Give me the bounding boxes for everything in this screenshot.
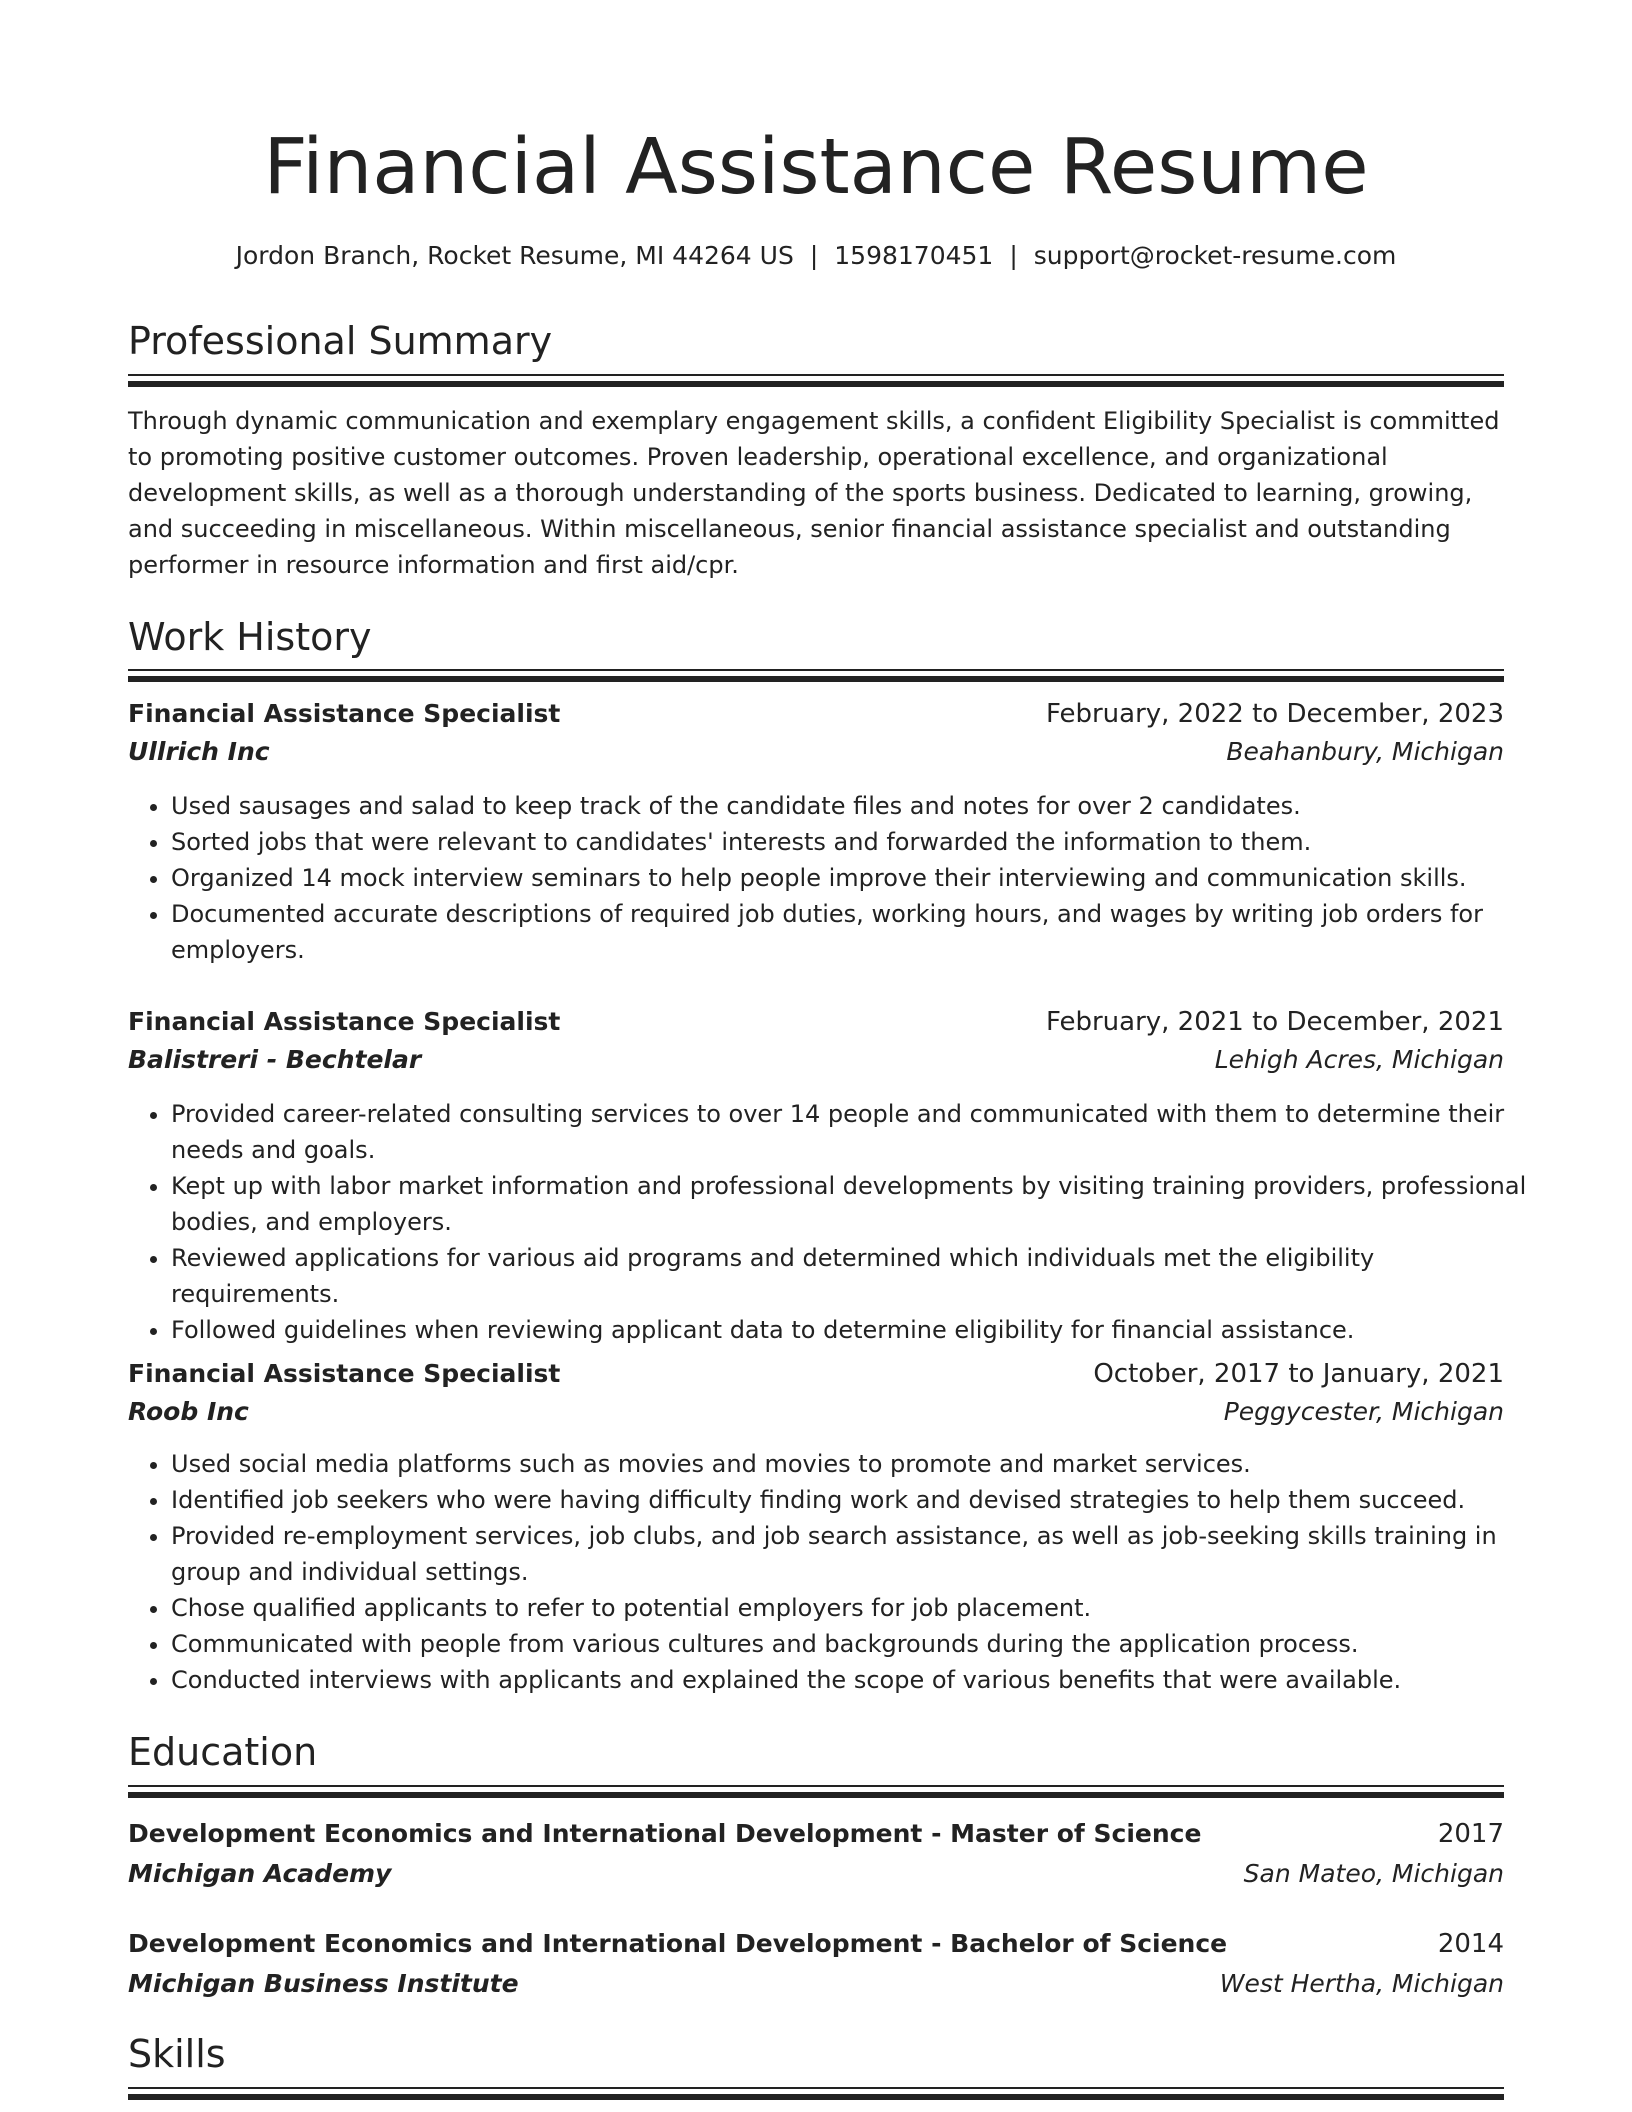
job-bullets	[128, 788, 1547, 968]
section-divider	[128, 2087, 1504, 2101]
job-location: Beahanbury, Michigan	[1226, 737, 1504, 766]
section-divider	[128, 374, 1504, 388]
job-title: Financial Assistance Specialist	[128, 1359, 561, 1388]
skills-heading: Skills	[128, 2032, 226, 2076]
list-item: • Communicated with people from various cultures and backgrounds during the application process.	[171, 1626, 1547, 1662]
job-company: Ullrich Inc	[128, 737, 270, 766]
section-divider	[128, 1785, 1504, 1799]
list-item: • Sorted jobs that were relevant to candidates' interests and forwarded the information to them.	[171, 824, 1547, 860]
education-location: San Mateo, Michigan	[1243, 1859, 1504, 1888]
summary-heading: Professional Summary	[128, 319, 553, 363]
job-company: Roob Inc	[128, 1397, 249, 1426]
job-location: Lehigh Acres, Michigan	[1214, 1045, 1504, 1074]
list-item: • Followed guidelines when reviewing applicant data to determine eligibility for financial assistance.	[171, 1312, 1547, 1348]
list-item: • Identified job seekers who were having difficulty finding work and devised strategies to help them succeed.	[171, 1482, 1547, 1518]
job-company: Balistreri - Bechtelar	[128, 1045, 422, 1074]
list-item: • Used sausages and salad to keep track of the candidate files and notes for over 2 candidates.	[171, 788, 1547, 824]
list-item: • Chose qualified applicants to refer to potential employers for job placement.	[171, 1590, 1547, 1626]
education-school: Michigan Academy	[128, 1859, 392, 1888]
education-year: 2017	[1437, 1819, 1504, 1849]
education-school-row	[128, 1855, 1504, 1893]
list-item: • Provided re-employment services, job clubs, and job search assistance, as well as job-seeking skills training in group and individual settings.	[171, 1518, 1547, 1590]
job-title: Financial Assistance Specialist	[128, 699, 561, 728]
education-header	[128, 1925, 1504, 1963]
contact-address: Jordon Branch, Rocket Resume, MI 44264 US	[235, 241, 794, 270]
list-item: • Provided career-related consulting services to over 14 people and communicated with them to determine their needs and goals.	[171, 1096, 1547, 1168]
job-header	[128, 1355, 1504, 1393]
education-school: Michigan Business Institute	[128, 1969, 519, 1998]
list-item: • Documented accurate descriptions of required job duties, working hours, and wages by writing job orders for employers.	[171, 896, 1547, 968]
contact-separator: |	[1009, 241, 1018, 270]
job-employer-row	[128, 1393, 1504, 1431]
job-employer-row	[128, 1041, 1504, 1079]
summary-text: Through dynamic communication and exemplary engagement skills, a confident Eligibility Specialist is committed to promoting positive customer outcomes. Proven leadership, operational excellence, and organizational development skills, as well as a thorough understanding of the sports business. Dedicated to learning, growing, and succeeding in miscellaneous. Within miscellaneous, senior financial assistance specialist and outstanding performer in resource information and first aid/cpr.	[128, 407, 1500, 579]
list-item: • Conducted interviews with applicants and explained the scope of various benefits that were available.	[171, 1662, 1547, 1698]
job-dates: February, 2022 to December, 2023	[1045, 699, 1504, 729]
job-title: Financial Assistance Specialist	[128, 1007, 561, 1036]
job-bullets	[128, 1446, 1547, 1698]
list-item: • Organized 14 mock interview seminars to help people improve their interviewing and communication skills.	[171, 860, 1547, 896]
resume-title: Financial Assistance Resume	[263, 123, 1369, 212]
list-item: • Kept up with labor market information and professional developments by visiting training providers, professional bodies, and employers.	[171, 1168, 1547, 1240]
education-header	[128, 1815, 1504, 1853]
education-degree: Development Economics and International Development - Master of Science	[128, 1819, 1202, 1848]
education-location: West Hertha, Michigan	[1219, 1969, 1504, 1998]
job-header	[128, 1003, 1504, 1041]
contact-email[interactable]: support@rocket-resume.com	[1033, 241, 1397, 270]
education-degree: Development Economics and International Development - Bachelor of Science	[128, 1929, 1228, 1958]
contact-separator: |	[809, 241, 819, 270]
education-heading: Education	[128, 1730, 318, 1774]
contact-phone: 1598170451	[834, 241, 994, 270]
work-history-heading: Work History	[128, 615, 372, 659]
list-item: • Used social media platforms such as movies and movies to promote and market services.	[171, 1446, 1547, 1482]
education-school-row	[128, 1965, 1504, 2003]
job-location: Peggycester, Michigan	[1223, 1397, 1504, 1426]
list-item: • Reviewed applications for various aid programs and determined which individuals met the eligibility requirements.	[171, 1240, 1547, 1312]
job-header	[128, 695, 1504, 733]
section-divider	[128, 669, 1504, 683]
job-dates: February, 2021 to December, 2021	[1045, 1007, 1504, 1037]
job-bullets	[128, 1096, 1547, 1348]
job-dates: October, 2017 to January, 2021	[1093, 1359, 1504, 1389]
contact-line	[128, 236, 1504, 276]
education-year: 2014	[1437, 1929, 1504, 1959]
job-employer-row	[128, 733, 1504, 771]
